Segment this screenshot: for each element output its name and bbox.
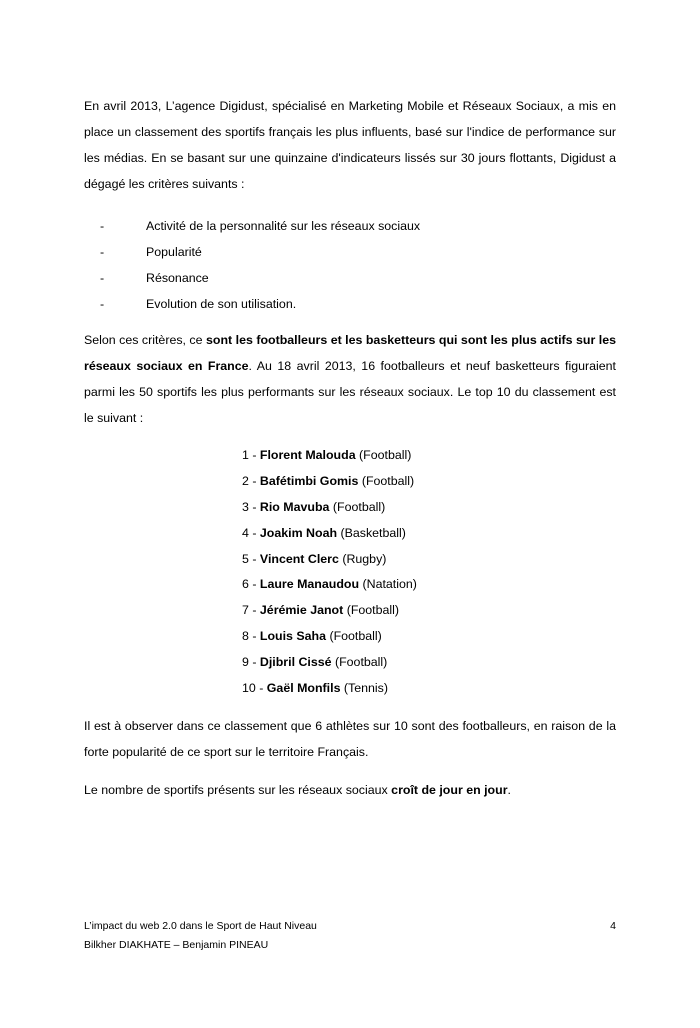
analysis-bold-text: sont les footballeurs et les basketteurs qui sont les plus actifs sur les réseaux sociaux en France bbox=[84, 333, 616, 373]
page-footer bbox=[84, 917, 616, 955]
ranking-item bbox=[242, 572, 417, 598]
ranking-item bbox=[242, 547, 417, 573]
ranking-position: 3 - bbox=[242, 499, 260, 514]
analysis-text-end: . Au 18 avril 2013, 16 footballeurs et neuf basketteurs figuraient parmi les 50 sportifs les plus performants sur les réseaux sociaux. Le top 10 du classement est le suivant : bbox=[84, 359, 616, 425]
analysis-text-start: Selon ces critères, ce bbox=[84, 333, 206, 347]
athlete-sport: (Tennis) bbox=[340, 681, 388, 696]
observation-text: Il est à observer dans ce classement que 6 athlètes sur 10 sont des footballeurs, en raison de la forte popularité de ce sport sur le territoire Français. bbox=[84, 719, 616, 759]
ranking-position: 7 - bbox=[242, 603, 260, 618]
athlete-sport: (Football) bbox=[355, 448, 412, 462]
closing-text-end: . bbox=[507, 783, 511, 797]
ranking-item bbox=[242, 495, 417, 521]
ranking-item bbox=[242, 469, 417, 495]
athlete-name: Vincent Clerc bbox=[259, 551, 339, 566]
bullet-dash: - bbox=[100, 297, 105, 311]
athlete-name: Gaël Monfils bbox=[266, 681, 341, 696]
ranking-position: 9 - bbox=[242, 655, 260, 670]
ranking-position: 10 - bbox=[242, 681, 267, 696]
criterion-label: Résonance bbox=[146, 271, 209, 285]
athlete-sport: (Football) bbox=[358, 473, 415, 488]
ranking-position: 1 - bbox=[242, 448, 260, 462]
ranking-position: 5 - bbox=[242, 551, 260, 566]
ranking-position: 2 - bbox=[242, 473, 260, 488]
athlete-name: Laure Manaudou bbox=[259, 577, 360, 592]
athlete-name: Florent Malouda bbox=[259, 448, 356, 462]
bullet-dash: - bbox=[100, 219, 105, 233]
athlete-sport: (Natation) bbox=[359, 577, 417, 592]
athlete-sport: (Football) bbox=[326, 629, 382, 644]
athlete-name: Jérémie Janot bbox=[259, 603, 344, 618]
athlete-name: Louis Saha bbox=[259, 629, 327, 644]
page-number: 4 bbox=[610, 920, 616, 932]
ranking-position: 4 - bbox=[242, 525, 260, 540]
footer-title: L’impact du web 2.0 dans le Sport de Haut Niveau bbox=[84, 920, 317, 932]
intro-text: En avril 2013, L’agence Digidust, spécialisé en Marketing Mobile et Réseaux Sociaux, a mis en place un classement des sportifs français les plus influents, basé sur l'indice de performance sur les médias. En se basant sur une quinzaine d'indicateurs lissés sur 30 jours flottants, Digidust a dégagé les critères suivants : bbox=[84, 99, 616, 191]
criterion-label: Activité de la personnalité sur les réseaux sociaux bbox=[146, 219, 421, 233]
footer-authors: Bilkher DIAKHATE – Benjamin PINEAU bbox=[84, 939, 269, 951]
ranking-item bbox=[242, 676, 417, 702]
athlete-sport: (Football) bbox=[329, 499, 386, 514]
list-item bbox=[100, 239, 420, 265]
closing-text-start: Le nombre de sportifs présents sur les réseaux sociaux bbox=[84, 783, 392, 797]
athlete-name: Rio Mavuba bbox=[259, 499, 330, 514]
intro-paragraph bbox=[84, 93, 616, 197]
closing-paragraph bbox=[84, 777, 616, 803]
ranking-item bbox=[242, 650, 417, 676]
observation-paragraph bbox=[84, 713, 616, 765]
ranking-item bbox=[242, 624, 417, 650]
ranking-list bbox=[242, 443, 417, 702]
athlete-name: Joakim Noah bbox=[259, 525, 338, 540]
ranking-item bbox=[242, 443, 417, 469]
closing-bold-text: croît de jour en jour bbox=[391, 783, 508, 797]
criterion-label: Popularité bbox=[146, 245, 202, 259]
athlete-sport: (Rugby) bbox=[338, 551, 387, 566]
ranking-position: 8 - bbox=[242, 629, 260, 644]
list-item bbox=[100, 213, 420, 239]
bullet-dash: - bbox=[100, 245, 105, 259]
criteria-list bbox=[100, 213, 420, 317]
ranking-position: 6 - bbox=[242, 577, 260, 592]
athlete-sport: (Football) bbox=[331, 655, 388, 670]
ranking-item bbox=[242, 598, 417, 624]
criterion-label: Evolution de son utilisation. bbox=[146, 297, 297, 311]
athlete-name: Bafétimbi Gomis bbox=[259, 473, 359, 488]
athlete-sport: (Football) bbox=[343, 603, 400, 618]
bullet-dash: - bbox=[100, 271, 105, 285]
list-item bbox=[100, 291, 420, 317]
athlete-name: Djibril Cissé bbox=[259, 655, 332, 670]
ranking-item bbox=[242, 521, 417, 547]
athlete-sport: (Basketball) bbox=[337, 525, 406, 540]
analysis-paragraph bbox=[84, 327, 616, 431]
list-item bbox=[100, 265, 420, 291]
